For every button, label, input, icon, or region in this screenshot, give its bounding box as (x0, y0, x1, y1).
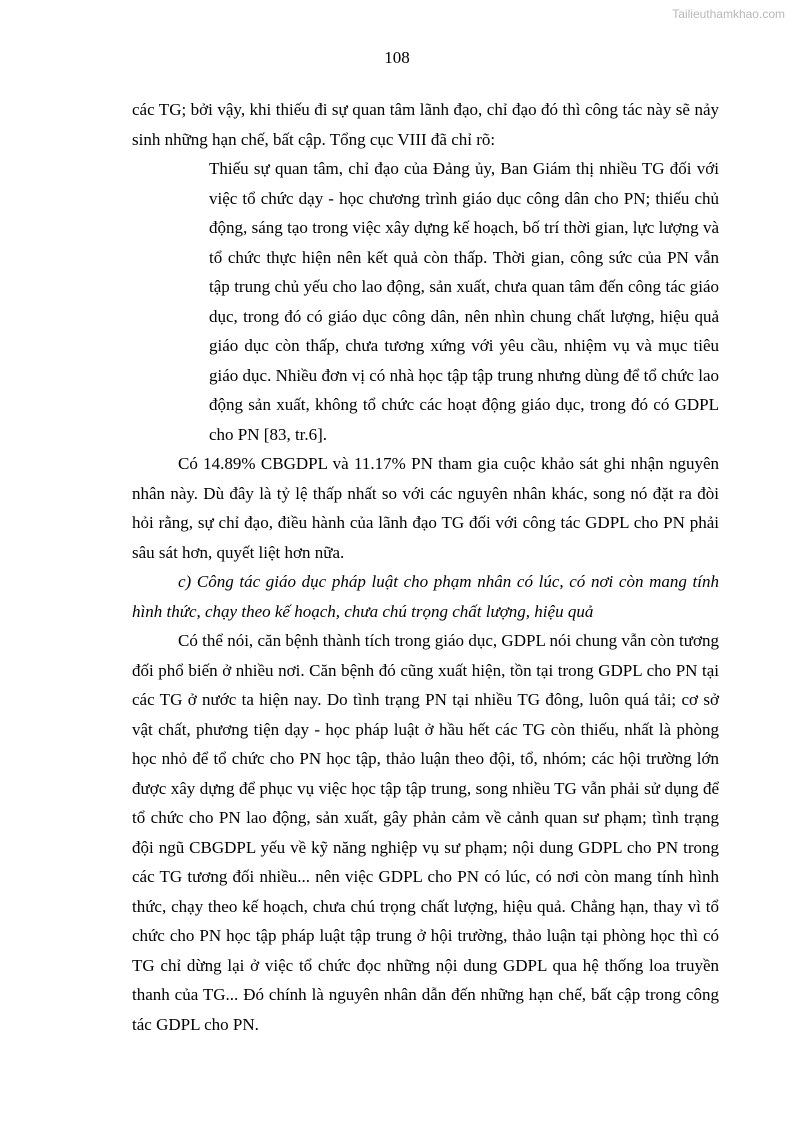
block-quote: Thiếu sự quan tâm, chỉ đạo của Đảng ủy, Ban Giám thị nhiều TG đối với việc tổ chức dạy - học chương trình giáo dục công dân cho PN; thiếu chủ động, sáng tạo trong việc xây dựng kế hoạch, bố trí thời gian, lực lượng và tổ chức thực hiện nên kết quả còn thấp. Thời gian, công sức của PN vẫn tập trung chủ yếu cho lao động, sản xuất, chưa quan tâm đến công tác giáo dục, trong đó có giáo dục công dân, nên nhìn chung chất lượng, hiệu quả giáo dục còn thấp, chưa tương xứng với yêu cầu, nhiệm vụ và mục tiêu giáo dục. Nhiều đơn vị có nhà học tập tập trung nhưng dùng để tổ chức lao động sản xuất, không tổ chức các hoạt động giáo dục, trong đó có GDPL cho PN [83, tr.6]. (209, 159, 719, 444)
watermark: Tailieuthamkhao.com (672, 7, 785, 21)
page-body (132, 95, 719, 1039)
paragraph-intro: các TG; bởi vậy, khi thiếu đi sự quan tâm lãnh đạo, chỉ đạo đó thì công tác này sẽ nảy sinh những hạn chế, bất cập. Tổng cục VIII đã chỉ rõ: (132, 100, 719, 149)
paragraph-survey: Có 14.89% CBGDPL và 11.17% PN tham gia cuộc khảo sát ghi nhận nguyên nhân này. Dù đây là tỷ lệ thấp nhất so với các nguyên nhân khác, song nó đặt ra đòi hỏi rằng, sự chỉ đạo, điều hành của lãnh đạo TG đối với công tác GDPL cho PN phải sâu sát hơn, quyết liệt hơn nữa. (132, 454, 719, 562)
page-number: 108 (384, 48, 410, 67)
section-heading: c) Công tác giáo dục pháp luật cho phạm nhân có lúc, có nơi còn mang tính hình thức, chạy theo kế hoạch, chưa chú trọng chất lượng, hiệu quả (132, 572, 719, 621)
paragraph-analysis: Có thể nói, căn bệnh thành tích trong giáo dục, GDPL nói chung vẫn còn tương đối phổ biến ở nhiều nơi. Căn bệnh đó cũng xuất hiện, tồn tại trong GDPL cho PN tại các TG ở nước ta hiện nay. Do tình trạng PN tại nhiều TG đông, luôn quá tải; cơ sở vật chất, phương tiện dạy - học pháp luật ở hầu hết các TG còn thiếu, nhất là phòng học nhỏ để tổ chức cho PN học tập, thảo luận theo đội, tổ, nhóm; các hội trường lớn được xây dựng để phục vụ việc học tập tập trung, song nhiều TG vẫn phải sử dụng để tổ chức cho PN lao động, sản xuất, gây phản cảm về cảnh quan sư phạm; tình trạng đội ngũ CBGDPL yếu về kỹ năng nghiệp vụ sư phạm; nội dung GDPL cho PN trong các TG tương đối nhiều... nên việc GDPL cho PN có lúc, có nơi còn mang tính hình thức, chạy theo kế hoạch, chưa chú trọng chất lượng, hiệu quả. Chẳng hạn, thay vì tổ chức cho PN học tập pháp luật tập trung ở hội trường, thảo luận tại phòng học thì có TG chỉ dừng lại ở việc tổ chức đọc những nội dung GDPL qua hệ thống loa truyền thanh của TG... Đó chính là nguyên nhân dẫn đến những hạn chế, bất cập trong công tác GDPL cho PN. (132, 631, 719, 1034)
